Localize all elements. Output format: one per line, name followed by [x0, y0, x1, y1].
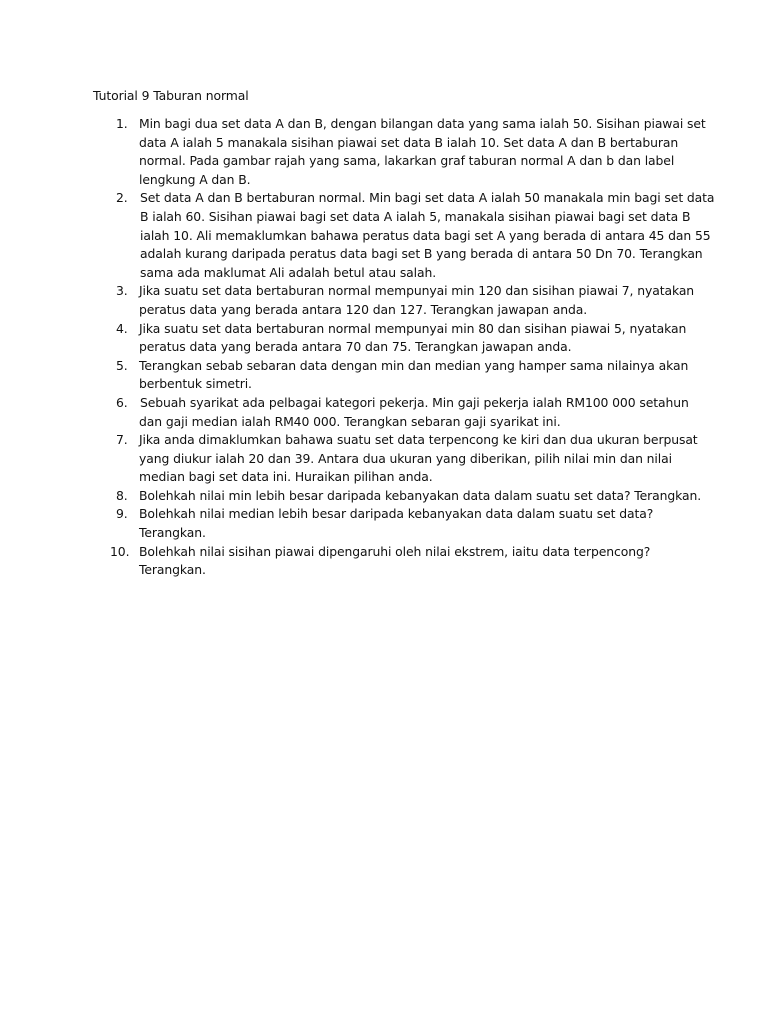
question-text [139, 543, 684, 580]
question-line: Bolehkah nilai sisihan piawai dipengaruhi oleh nilai ekstrem, iaitu data terpencong? [139, 543, 651, 559]
question-line: adalah kurang daripada peratus data bagi set B yang berada di antara 50 Dn 70. Terangkan [140, 246, 703, 262]
question-line: normal. Pada gambar rajah yang sama, lakarkan graf taburan normal A dan b dan label [139, 153, 675, 169]
question-item [0, 487, 768, 506]
question-number: 5. [116, 357, 128, 373]
question-text [139, 115, 706, 189]
question-line: Bolehkah nilai median lebih besar daripada kebanyakan data dalam suatu set data? [139, 506, 654, 522]
question-line: Jika suatu set data bertaburan normal mempunyai min 80 dan sisihan piawai 5, nyatakan [139, 320, 687, 336]
question-line: berbentuk simetri. [139, 376, 252, 392]
question-item [0, 189, 768, 282]
question-item [0, 115, 768, 189]
question-number: 3. [116, 283, 128, 299]
question-line: data A ialah 5 manakala sisihan piawai set data B ialah 10. Set data A dan B bertaburan [139, 134, 679, 150]
question-text [139, 487, 702, 506]
question-list [0, 115, 768, 580]
question-line: Jika suatu set data bertaburan normal mempunyai min 120 dan sisihan piawai 7, nyatakan [139, 283, 695, 299]
question-number: 6. [116, 394, 128, 410]
question-item [0, 357, 768, 394]
question-line: Min bagi dua set data A dan B, dengan bilangan data yang sama ialah 50. Sisihan piawai set [139, 116, 706, 131]
question-line: Terangkan. [139, 525, 206, 541]
question-item [0, 320, 768, 357]
question-line: dan gaji median ialah RM40 000. Terangkan sebaran gaji syarikat ini. [139, 413, 561, 429]
question-number: 4. [116, 320, 128, 336]
question-number: 7. [116, 432, 128, 448]
question-item [0, 543, 768, 580]
question-line: ialah 10. Ali memaklumkan bahawa peratus data bagi set A yang berada di antara 45 dan 55 [140, 227, 711, 243]
question-text [139, 189, 715, 282]
question-line: Terangkan. [139, 562, 206, 578]
question-number: 8. [116, 487, 128, 503]
question-line: yang diukur ialah 20 dan 39. Antara dua ukuran yang diberikan, pilih nilai min dan nilai [139, 450, 672, 466]
question-text [139, 505, 684, 542]
question-number: 1. [116, 116, 128, 131]
question-line: Terangkan sebab sebaran data dengan min dan median yang hamper sama nilainya akan [139, 357, 689, 373]
question-item [0, 282, 768, 319]
question-line: Bolehkah nilai min lebih besar daripada kebanyakan data dalam suatu set data? Terangkan. [139, 487, 702, 503]
question-line: Set data A dan B bertaburan normal. Min bagi set data A ialah 50 manakala min bagi set data [140, 190, 715, 206]
question-line: lengkung A dan B. [139, 171, 251, 187]
question-line: Sebuah syarikat ada pelbagai kategori pekerja. Min gaji pekerja ialah RM100 000 setahun [140, 394, 689, 410]
question-text [139, 394, 689, 431]
question-line: median bagi set data ini. Huraikan pilihan anda. [139, 469, 433, 485]
question-text [139, 320, 687, 357]
question-line: B ialah 60. Sisihan piawai bagi set data A ialah 5, manakala sisihan piawai bagi set data B [140, 208, 691, 224]
question-number: 9. [116, 506, 128, 522]
question-text [139, 431, 698, 487]
question-number: 10. [110, 543, 130, 559]
question-text [139, 357, 689, 394]
question-line: peratus data yang berada antara 70 dan 75. Terangkan jawapan anda. [139, 339, 572, 355]
question-line: peratus data yang berada antara 120 dan 127. Terangkan jawapan anda. [139, 301, 588, 317]
question-line: Jika anda dimaklumkan bahawa suatu set data terpencong ke kiri dan dua ukuran berpusat [139, 432, 698, 448]
document-title: Tutorial 9 Taburan normal [93, 88, 249, 103]
question-number: 2. [116, 190, 128, 206]
question-item [0, 505, 768, 542]
question-text [139, 282, 695, 319]
question-item [0, 394, 768, 431]
question-item [0, 431, 768, 487]
question-line: sama ada maklumat Ali adalah betul atau salah. [140, 264, 437, 280]
